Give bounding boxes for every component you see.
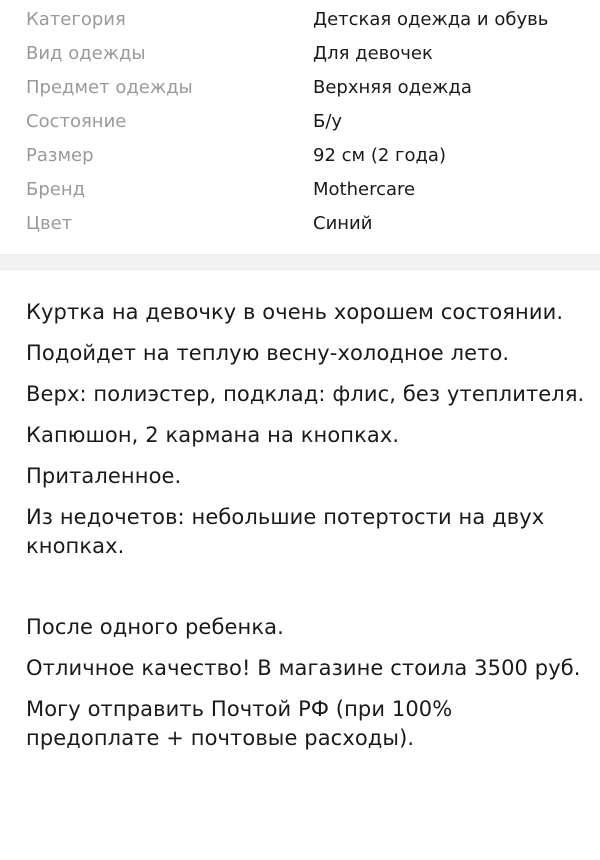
- param-label: Предмет одежды: [26, 77, 193, 98]
- description-paragraph: Отличное качество! В магазине стоила 3500 руб.: [26, 656, 581, 680]
- param-value: Mothercare: [313, 179, 416, 200]
- param-value: 92 см (2 года): [313, 145, 446, 166]
- param-row-clothing-item: [0, 71, 600, 105]
- param-label: Категория: [26, 9, 126, 30]
- description-paragraph: Подойдет на теплую весну-холодное лето.: [26, 341, 510, 365]
- param-value: Синий: [313, 213, 373, 234]
- description-paragraph: Из недочетов: небольшие потертости на двух кнопках.: [26, 505, 545, 558]
- param-label: Размер: [26, 145, 94, 166]
- section-divider: [0, 254, 600, 270]
- param-row-size: [0, 139, 600, 173]
- param-label: Цвет: [26, 213, 73, 234]
- param-value: Детская одежда и обувь: [313, 9, 549, 30]
- param-row-category: [0, 3, 600, 37]
- param-value: Для девочек: [313, 43, 433, 64]
- param-row-brand: [0, 173, 600, 207]
- param-value: Верхняя одежда: [313, 77, 472, 98]
- param-row-condition: [0, 105, 600, 139]
- param-value: Б/у: [313, 111, 343, 132]
- description-paragraph: Куртка на девочку в очень хорошем состоянии.: [26, 300, 564, 324]
- item-description: [26, 298, 586, 765]
- item-parameters: [0, 0, 600, 254]
- param-label: Бренд: [26, 179, 86, 200]
- description-paragraph: Приталенное.: [26, 464, 182, 488]
- param-row-clothing-type: [0, 37, 600, 71]
- paragraph-spacer: [26, 573, 586, 613]
- param-label: Вид одежды: [26, 43, 146, 64]
- description-paragraph: Капюшон, 2 кармана на кнопках.: [26, 423, 400, 447]
- param-label: Состояние: [26, 111, 127, 132]
- description-paragraph: Могу отправить Почтой РФ (при 100% предоплате + почтовые расходы).: [26, 697, 453, 750]
- param-row-color: [0, 207, 600, 241]
- description-paragraph: После одного ребенка.: [26, 615, 284, 639]
- description-paragraph: Верх: полиэстер, подклад: флис, без утеплителя.: [26, 382, 585, 406]
